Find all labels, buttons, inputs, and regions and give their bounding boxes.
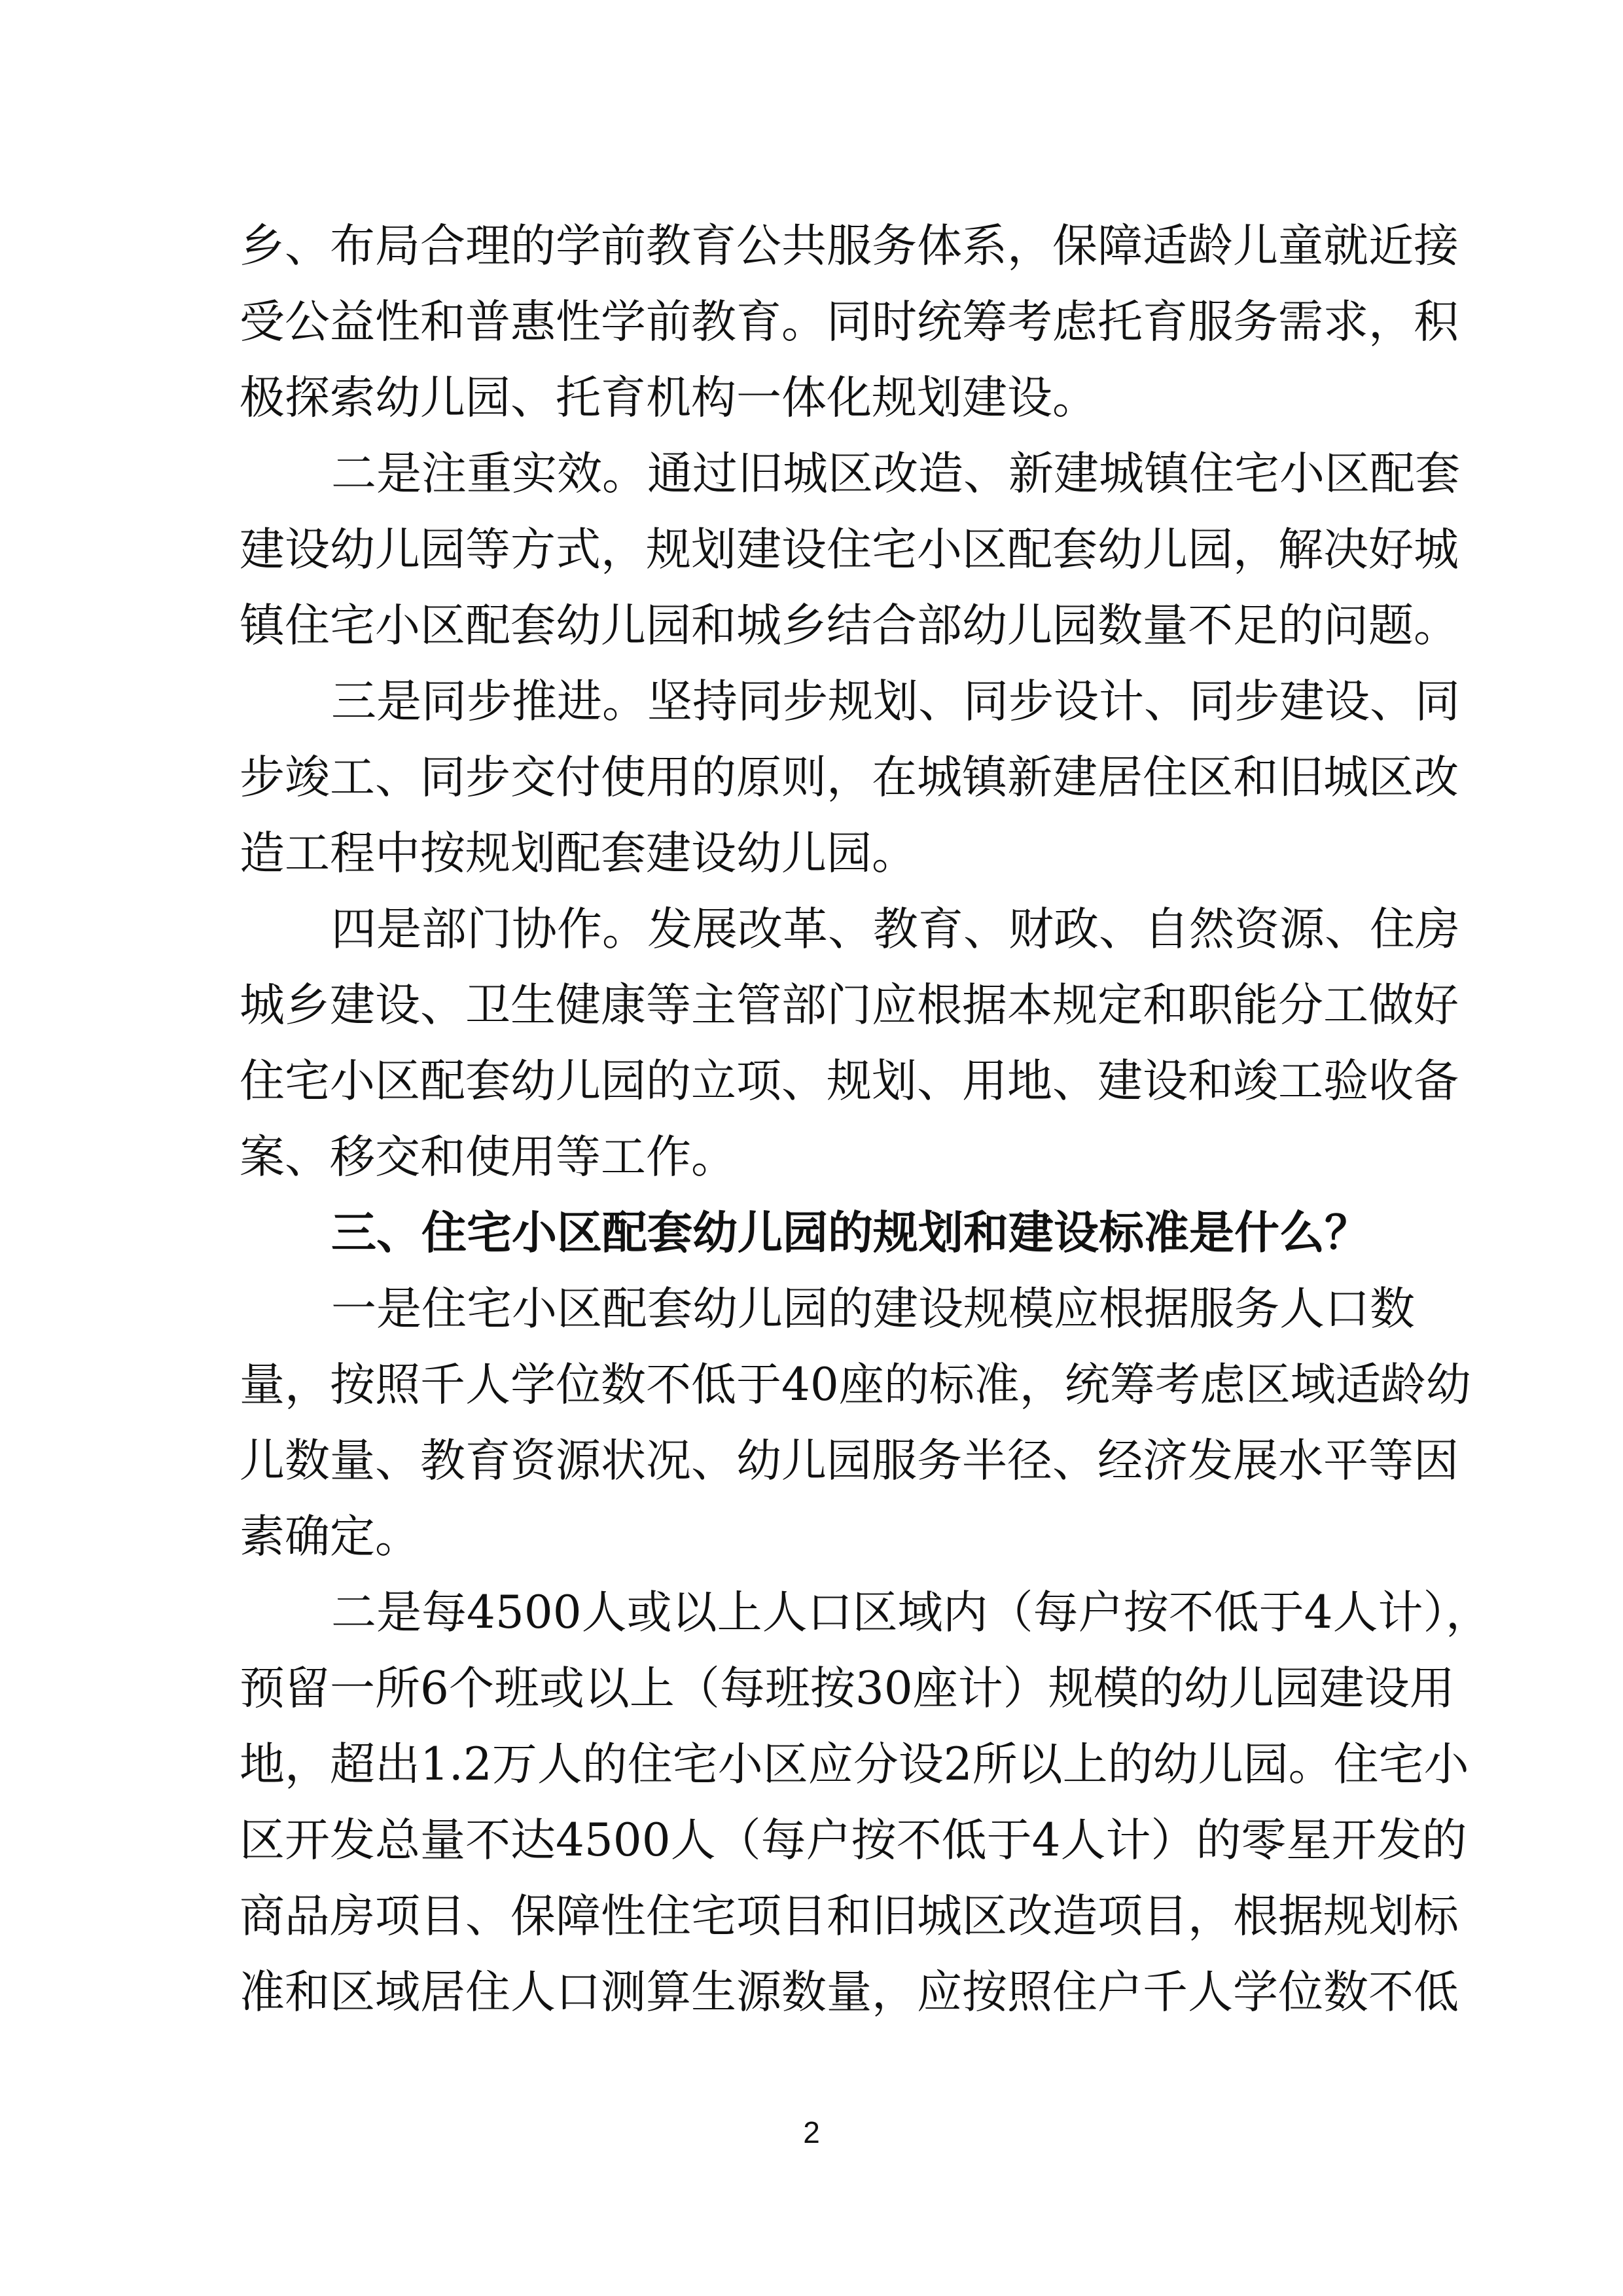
paragraph-2-line-3: 镇住宅小区配套幼儿园和城乡结合部幼儿园数量不足的问题。 bbox=[240, 600, 1459, 652]
paragraph-3-line-3: 造工程中按规划配套建设幼儿园。 bbox=[240, 827, 917, 880]
body-line-1: 乡、布局合理的学前教育公共服务体系，保障适龄儿童就近接 bbox=[240, 220, 1459, 272]
paragraph-6-line-2: 预留一所6个班或以上（每班按30座计）规模的幼儿园建设用 bbox=[240, 1662, 1455, 1715]
page-number: 2 bbox=[803, 2115, 820, 2149]
paragraph-2-line-2: 建设幼儿园等方式，规划建设住宅小区配套幼儿园，解决好城 bbox=[240, 524, 1459, 576]
paragraph-2-line-1: 二是注重实效。通过旧城区改造、新建城镇住宅小区配套 bbox=[331, 448, 1460, 500]
paragraph-3-line-1: 三是同步推进。坚持同步规划、同步设计、同步建设、同 bbox=[331, 675, 1460, 728]
paragraph-4-line-4: 案、移交和使用等工作。 bbox=[240, 1131, 736, 1183]
body-line-2: 受公益性和普惠性学前教育。同时统筹考虑托育服务需求，积 bbox=[240, 296, 1459, 348]
paragraph-4-line-2: 城乡建设、卫生健康等主管部门应根据本规定和职能分工做好 bbox=[240, 979, 1459, 1031]
paragraph-5-line-1: 一是住宅小区配套幼儿园的建设规模应根据服务人口数 bbox=[331, 1283, 1415, 1335]
paragraph-6-line-3: 地，超出1.2万人的住宅小区应分设2所以上的幼儿园。住宅小 bbox=[240, 1738, 1469, 1791]
paragraph-5-line-2: 量，按照千人学位数不低于40座的标准，统筹考虑区域适龄幼 bbox=[240, 1359, 1471, 1411]
paragraph-6-line-6: 准和区域居住人口测算生源数量，应按照住户千人学位数不低 bbox=[240, 1966, 1459, 2018]
paragraph-6-line-4: 区开发总量不达4500人（每户按不低于4人计）的零星开发的 bbox=[240, 1814, 1467, 1867]
paragraph-6-line-5: 商品房项目、保障性住宅项目和旧城区改造项目，根据规划标 bbox=[240, 1890, 1459, 1943]
paragraph-5-line-4: 素确定。 bbox=[240, 1511, 420, 1563]
paragraph-4-line-1: 四是部门协作。发展改革、教育、财政、自然资源、住房 bbox=[331, 903, 1460, 956]
body-line-3: 极探索幼儿园、托育机构一体化规划建设。 bbox=[240, 372, 1097, 424]
paragraph-6-line-1: 二是每4500人或以上人口区域内（每户按不低于4人计）， bbox=[331, 1587, 1491, 1639]
paragraph-5-line-3: 儿数量、教育资源状况、幼儿园服务半径、经济发展水平等因 bbox=[240, 1435, 1459, 1487]
section-heading: 三、住宅小区配套幼儿园的规划和建设标准是什么？ bbox=[331, 1207, 1370, 1259]
paragraph-3-line-2: 步竣工、同步交付使用的原则，在城镇新建居住区和旧城区改 bbox=[240, 751, 1459, 804]
document-body bbox=[240, 208, 1491, 2030]
paragraph-4-line-3: 住宅小区配套幼儿园的立项、规划、用地、建设和竣工验收备 bbox=[240, 1055, 1459, 1107]
